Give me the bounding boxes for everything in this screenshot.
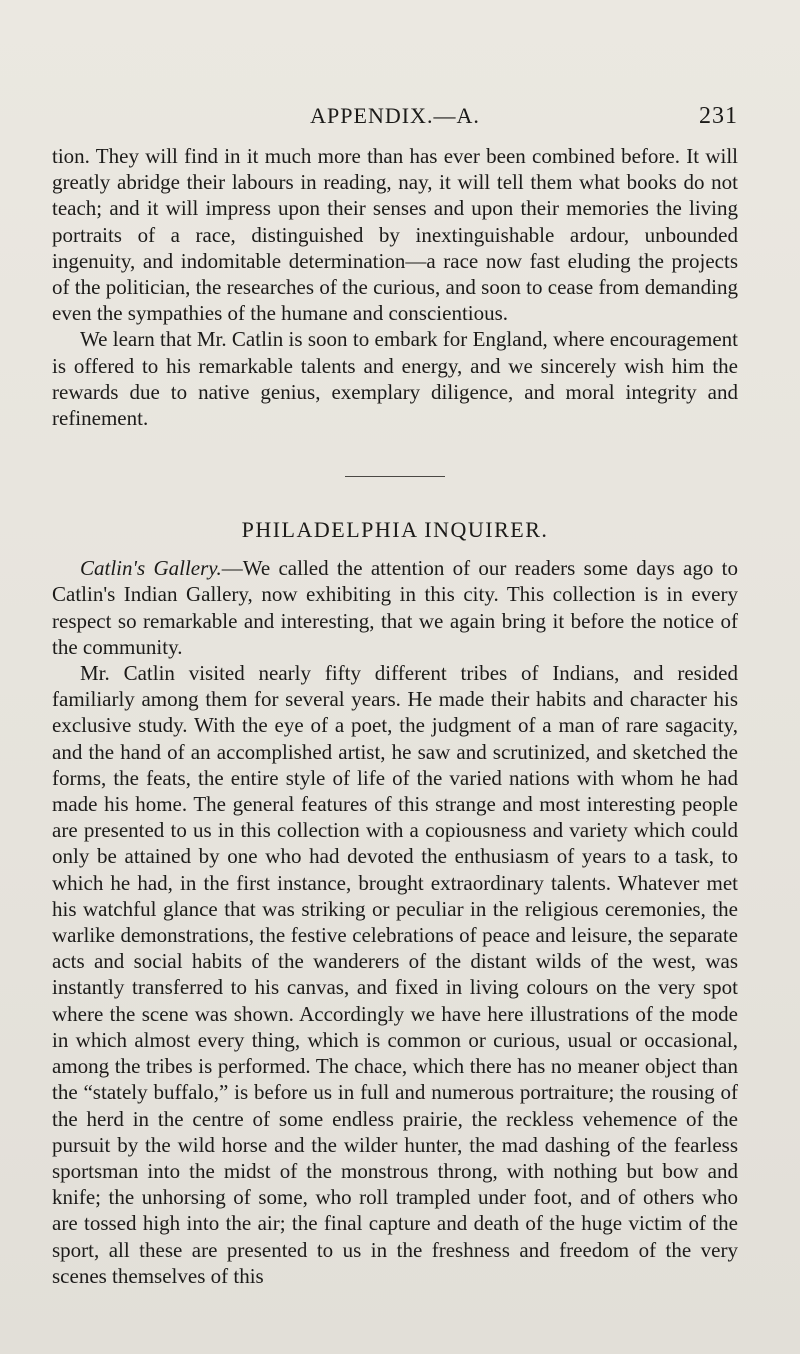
lead-paragraph xyxy=(52,555,738,660)
lead-text: —We called the attention of our readers some days ago to Catlin's Indian Gallery, now exhibiting in this city. This collection is in every respect so remarkable and interesting, that we again bring it before the notice of the community. xyxy=(52,556,738,659)
lead-title: Catlin's Gallery. xyxy=(80,556,222,581)
running-title: APPENDIX.—A. xyxy=(310,103,480,128)
page-number: 231 xyxy=(699,103,738,129)
section-divider xyxy=(345,476,445,477)
body-paragraph: Mr. Catlin visited nearly fifty different tribes of Indians, and resided familiarly among them for several years. He made their habits and character his exclusive study. With the eye of a poet, the judgment of a man of rare sagacity, and the hand of an accomplished artist, he saw and scrutinized, and sketched the forms, the feats, the entire style of life of the varied nations with whom he had made his home. The general features of this strange and most interesting people are presented to us in this collection with a copiousness and variety which could only be attained by one who had devoted the enthusiasm of years to a task, to which he had, in the first instance, brought extraordinary talents. Whatever met his watchful glance that was striking or peculiar in the religious ceremonies, the warlike demonstrations, the festive celebrations of peace and leisure, the separate acts and social habits of the wanderers of the distant wilds of the west, was instantly transferred to his canvas, and fixed in living colours on the very spot where the scene was shown. Accordingly we have here illustrations of the mode in which almost every thing, which is common or curious, usual or occasional, among the tribes is performed. The chace, which there has no meaner object than the “stately buffalo,” is before us in full and numerous portraiture; the rousing of the herd in the centre of some endless prairie, the reckless vehemence of the pursuit by the wild horse and the wilder hunter, the mad dashing of the fearless sportsman into the midst of the monstrous throng, with nothing but bow and knife; the unhorsing of some, who roll trampled under foot, and of others who are tossed high into the air; the final capture and death of the huge victim of the sport, all these are presented to us in the freshness and freedom of the very scenes themselves of this xyxy=(52,661,738,1288)
section-heading: PHILADELPHIA INQUIRER. xyxy=(241,517,549,543)
catlin-embark-paragraph: We learn that Mr. Catlin is soon to embark for England, where encouragement is offered to his remarkable talents and energy, and we sincerely wish him the rewards due to native genius, exemplary diligence, and moral integrity and refinement. xyxy=(52,327,738,431)
running-head xyxy=(52,0,738,143)
continued-paragraph: tion. They will find in it much more than has ever been combined before. It will greatly abridge their labours in reading, nay, it will tell them what books do not teach; and it will impress upon their senses and upon their memories the living portraits of a race, distinguished by inextinguishable ardour, unbounded ingenuity, and indomitable determination—a race now fast eluding the projects of the politician, the researches of the curious, and soon to cease from demanding even the sympathies of the humane and conscientious. xyxy=(52,144,738,326)
